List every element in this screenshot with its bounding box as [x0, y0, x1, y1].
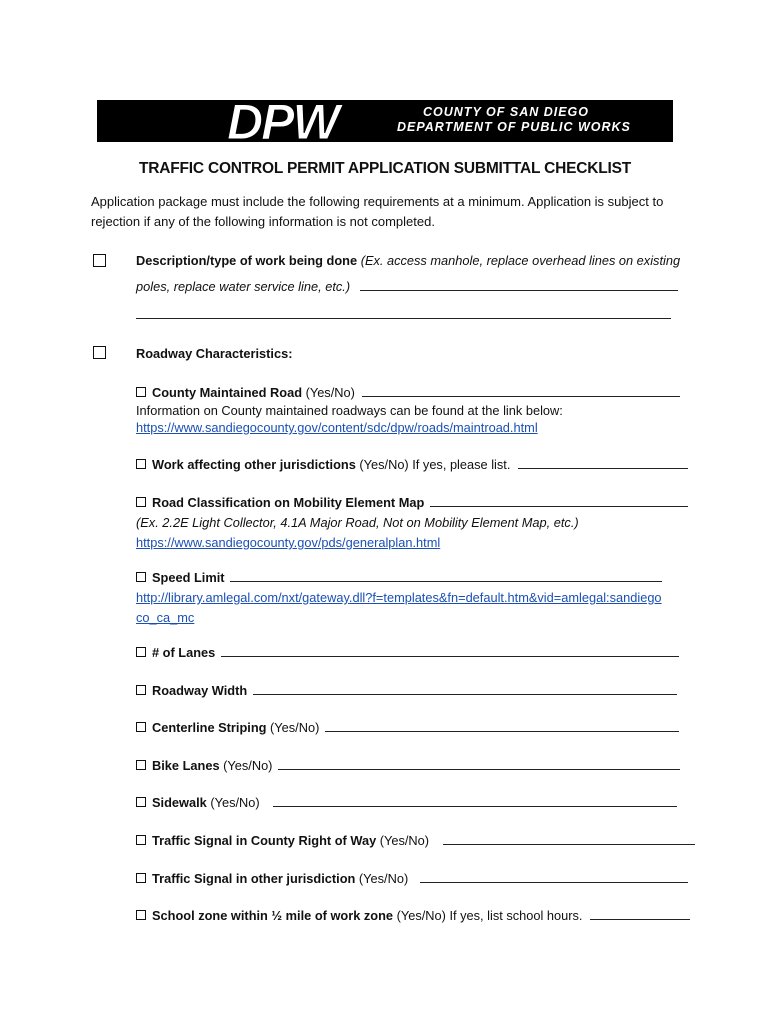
- roadway-width-row: [136, 682, 677, 700]
- sidewalk-input[interactable]: [273, 794, 677, 807]
- roadway-characteristics-checkbox[interactable]: [93, 346, 106, 359]
- sidewalk-checkbox[interactable]: [136, 797, 146, 807]
- road-classification-input[interactable]: [430, 494, 688, 507]
- item-label: School zone within ½ mile of work zone: [152, 908, 394, 923]
- school-zone-checkbox[interactable]: [136, 910, 146, 920]
- description-example-2: poles, replace water service line, etc.): [136, 279, 351, 294]
- sidewalk-row: [136, 794, 677, 812]
- bike-lanes-row: [136, 757, 680, 775]
- speed-limit-checkbox[interactable]: [136, 572, 146, 582]
- speed-limit-row: [136, 569, 662, 587]
- school-zone-input[interactable]: [590, 907, 690, 920]
- item-suffix: (Yes/No): [206, 795, 260, 810]
- number-of-lanes-checkbox[interactable]: [136, 647, 146, 657]
- description-row-2: [136, 278, 678, 296]
- other-jurisdictions-checkbox[interactable]: [136, 459, 146, 469]
- road-classification-example: (Ex. 2.2E Light Collector, 4.1A Major Road, Not on Mobility Element Map, etc.): [136, 515, 579, 530]
- header-banner: [97, 94, 673, 150]
- centerline-striping-row: [136, 719, 679, 737]
- traffic-signal-other-input[interactable]: [420, 870, 688, 883]
- bike-lanes-checkbox[interactable]: [136, 760, 146, 770]
- municipal-code-link-continued[interactable]: co_ca_mc: [136, 610, 195, 625]
- item-label: Roadway Width: [152, 683, 248, 698]
- traffic-signal-county-input[interactable]: [443, 832, 695, 845]
- intro-text: Application package must include the following requirements at a minimum. Application is subject to rejection if any of the following information is not completed.: [91, 194, 664, 229]
- item-suffix: (Yes/No): [355, 871, 409, 886]
- other-jurisdictions-row: [136, 456, 688, 474]
- item-suffix: (Yes/No): [266, 720, 320, 735]
- county-road-info: Information on County maintained roadways can be found at the link below:: [136, 403, 563, 418]
- centerline-striping-input[interactable]: [325, 719, 679, 732]
- roadway-width-checkbox[interactable]: [136, 685, 146, 695]
- roadway-characteristics-label: Roadway Characteristics:: [136, 346, 293, 361]
- description-label: Description/type of work being done: [136, 253, 358, 268]
- municipal-code-link[interactable]: http://library.amlegal.com/nxt/gateway.dll?f=templates&fn=default.htm&vid=amlegal:sandiego: [136, 590, 662, 605]
- county-road-link[interactable]: https://www.sandiegocounty.gov/content/sdc/dpw/roads/maintroad.html: [136, 420, 538, 435]
- other-jurisdictions-input[interactable]: [518, 456, 688, 469]
- agency-line-1: COUNTY OF SAN DIEGO: [423, 105, 590, 119]
- traffic-signal-county-checkbox[interactable]: [136, 835, 146, 845]
- traffic-signal-county-row: [136, 832, 695, 850]
- speed-limit-input[interactable]: [230, 569, 662, 582]
- road-classification-row: [136, 494, 688, 512]
- item-suffix: (Yes/No) If yes, list school hours.: [393, 908, 583, 923]
- roadway-characteristics-heading: [136, 345, 292, 363]
- traffic-signal-other-row: [136, 870, 688, 888]
- description-input-line-2[interactable]: [136, 318, 671, 319]
- item-label: County Maintained Road: [152, 385, 303, 400]
- page-title: TRAFFIC CONTROL PERMIT APPLICATION SUBMITTAL CHECKLIST: [138, 160, 632, 177]
- item-suffix: (Yes/No): [302, 385, 355, 400]
- item-suffix: (Yes/No): [376, 833, 430, 848]
- item-label: Traffic Signal in other jurisdiction: [152, 871, 356, 886]
- centerline-striping-checkbox[interactable]: [136, 722, 146, 732]
- item-label: Road Classification on Mobility Element Map: [152, 495, 425, 510]
- item-suffix: (Yes/No) If yes, please list.: [355, 457, 511, 472]
- traffic-signal-other-checkbox[interactable]: [136, 873, 146, 883]
- item-label: Speed Limit: [152, 570, 225, 585]
- description-input-line[interactable]: [360, 278, 678, 291]
- item-label: Work affecting other jurisdictions: [152, 457, 356, 472]
- county-maintained-road-checkbox[interactable]: [136, 387, 146, 397]
- road-classification-checkbox[interactable]: [136, 497, 146, 507]
- agency-line-2: DEPARTMENT OF PUBLIC WORKS: [397, 120, 631, 134]
- description-checkbox[interactable]: [93, 254, 106, 267]
- description-row: [136, 252, 680, 270]
- county-maintained-road-row: [136, 384, 680, 402]
- county-maintained-road-input[interactable]: [362, 384, 680, 397]
- number-of-lanes-row: [136, 644, 679, 662]
- description-example: (Ex. access manhole, replace overhead lines on existing: [360, 253, 681, 268]
- general-plan-link[interactable]: https://www.sandiegocounty.gov/pds/generalplan.html: [136, 535, 441, 550]
- item-label: Traffic Signal in County Right of Way: [152, 833, 377, 848]
- school-zone-row: [136, 907, 690, 925]
- bike-lanes-input[interactable]: [278, 757, 680, 770]
- item-label: Sidewalk: [152, 795, 207, 810]
- agency-name: [397, 105, 631, 135]
- item-label: Centerline Striping: [152, 720, 267, 735]
- number-of-lanes-input[interactable]: [221, 644, 679, 657]
- item-suffix: (Yes/No): [219, 758, 273, 773]
- item-label: # of Lanes: [152, 645, 216, 660]
- dpw-logo: DPW: [227, 94, 338, 150]
- roadway-width-input[interactable]: [253, 682, 677, 695]
- item-label: Bike Lanes: [152, 758, 220, 773]
